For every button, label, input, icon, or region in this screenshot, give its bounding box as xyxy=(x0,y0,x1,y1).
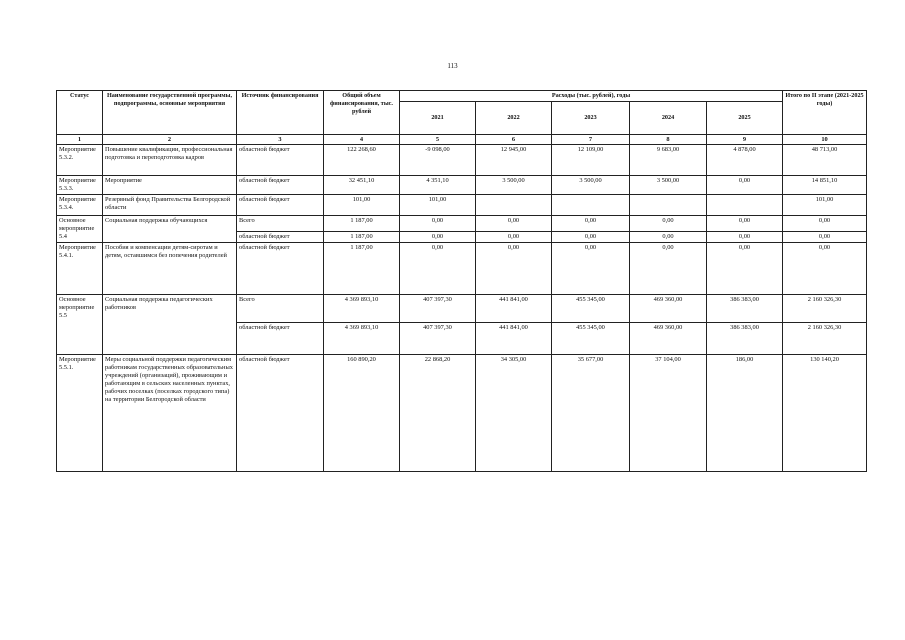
row-source: Всего xyxy=(237,216,324,232)
row-2025 xyxy=(707,195,783,216)
row-status: Мероприятие 5.5.1. xyxy=(57,355,103,472)
table-row xyxy=(57,295,867,323)
row-2023: 12 109,00 xyxy=(552,145,630,176)
header-status: Статус xyxy=(57,91,103,135)
row-2024: 3 500,00 xyxy=(630,176,707,195)
row-2021: -9 098,00 xyxy=(400,145,476,176)
row-2022: 3 500,00 xyxy=(476,176,552,195)
row-2024: 469 360,00 xyxy=(630,295,707,323)
row-2022: 441 841,00 xyxy=(476,323,552,355)
row-2023: 0,00 xyxy=(552,231,630,242)
column-index: 6 xyxy=(476,135,552,145)
table-row xyxy=(57,243,867,295)
row-stage-total: 0,00 xyxy=(783,216,867,232)
row-2025: 4 878,00 xyxy=(707,145,783,176)
row-total: 32 451,10 xyxy=(324,176,400,195)
row-status: Основное мероприятие 5.4 xyxy=(57,216,103,243)
column-index: 9 xyxy=(707,135,783,145)
row-source: областной бюджет xyxy=(237,176,324,195)
row-2023: 0,00 xyxy=(552,216,630,232)
row-2021: 22 868,20 xyxy=(400,355,476,472)
row-total: 4 369 893,10 xyxy=(324,323,400,355)
row-source: областной бюджет xyxy=(237,145,324,176)
row-2022: 0,00 xyxy=(476,216,552,232)
row-name: Повышение квалификации, профессиональная подготовка и переподготовка кадров xyxy=(103,145,237,176)
row-2021: 0,00 xyxy=(400,216,476,232)
column-index: 10 xyxy=(783,135,867,145)
row-status: Мероприятие 5.3.2. xyxy=(57,145,103,176)
row-stage-total: 14 851,10 xyxy=(783,176,867,195)
row-2024: 37 104,00 xyxy=(630,355,707,472)
row-source: областной бюджет xyxy=(237,195,324,216)
row-stage-total: 2 160 326,30 xyxy=(783,323,867,355)
row-stage-total: 0,00 xyxy=(783,231,867,242)
row-2022: 441 841,00 xyxy=(476,295,552,323)
table-row xyxy=(57,195,867,216)
row-2023: 455 345,00 xyxy=(552,323,630,355)
header-expenses: Расходы (тыс. рублей), годы xyxy=(400,91,783,102)
row-stage-total: 2 160 326,30 xyxy=(783,295,867,323)
row-stage-total: 48 713,00 xyxy=(783,145,867,176)
row-2024 xyxy=(630,195,707,216)
row-total: 160 890,20 xyxy=(324,355,400,472)
row-status: Мероприятие 5.3.3. xyxy=(57,176,103,195)
row-2021: 0,00 xyxy=(400,231,476,242)
row-2023: 35 677,00 xyxy=(552,355,630,472)
row-2022 xyxy=(476,195,552,216)
row-total: 1 187,00 xyxy=(324,216,400,232)
table-row xyxy=(57,176,867,195)
row-total: 1 187,00 xyxy=(324,231,400,242)
header-year-2025: 2025 xyxy=(707,102,783,135)
column-index: 2 xyxy=(103,135,237,145)
row-total: 122 268,60 xyxy=(324,145,400,176)
row-total: 1 187,00 xyxy=(324,243,400,295)
row-2024: 0,00 xyxy=(630,216,707,232)
header-row xyxy=(57,91,867,102)
row-2023 xyxy=(552,195,630,216)
row-2024: 469 360,00 xyxy=(630,323,707,355)
row-name: Резервный фонд Правительства Белгородской области xyxy=(103,195,237,216)
table-row xyxy=(57,355,867,472)
row-2023: 455 345,00 xyxy=(552,295,630,323)
row-source: Всего xyxy=(237,295,324,323)
row-stage-total: 0,00 xyxy=(783,243,867,295)
row-name: Социальная поддержка обучающихся xyxy=(103,216,237,243)
row-name: Пособия и компенсации детям-сиротам и детям, оставшимся без попечения родителей xyxy=(103,243,237,295)
row-total: 4 369 893,10 xyxy=(324,295,400,323)
row-2021: 407 397,30 xyxy=(400,323,476,355)
column-index-row xyxy=(57,135,867,145)
row-stage-total: 130 140,20 xyxy=(783,355,867,472)
row-2024: 0,00 xyxy=(630,243,707,295)
row-2023: 0,00 xyxy=(552,243,630,295)
row-status: Основное мероприятие 5.5 xyxy=(57,295,103,355)
column-index: 5 xyxy=(400,135,476,145)
row-2024: 0,00 xyxy=(630,231,707,242)
row-source: областной бюджет xyxy=(237,231,324,242)
row-2022: 34 305,00 xyxy=(476,355,552,472)
row-2022: 12 945,00 xyxy=(476,145,552,176)
row-name: Социальная поддержка педагогических работников xyxy=(103,295,237,355)
row-2022: 0,00 xyxy=(476,243,552,295)
row-2022: 0,00 xyxy=(476,231,552,242)
column-index: 7 xyxy=(552,135,630,145)
row-stage-total: 101,00 xyxy=(783,195,867,216)
row-name: Меры социальной поддержки педагогическим работникам государственных образовательных учреждений (организаций), проживающим и работающим в сельских населенных пунктах, рабочих поселках (поселках городского типа) на территории Белгородской области xyxy=(103,355,237,472)
table-row xyxy=(57,216,867,232)
budget-table xyxy=(56,90,867,472)
column-index: 8 xyxy=(630,135,707,145)
row-source: областной бюджет xyxy=(237,323,324,355)
row-2021: 407 397,30 xyxy=(400,295,476,323)
row-status: Мероприятие 5.4.1. xyxy=(57,243,103,295)
row-2025: 0,00 xyxy=(707,216,783,232)
row-2021: 0,00 xyxy=(400,243,476,295)
header-source: Источник финансирования xyxy=(237,91,324,135)
header-year-2023: 2023 xyxy=(552,102,630,135)
row-2025: 386 383,00 xyxy=(707,295,783,323)
header-total: Общий объем финансирования, тыс. рублей xyxy=(324,91,400,135)
column-index: 3 xyxy=(237,135,324,145)
header-year-2021: 2021 xyxy=(400,102,476,135)
row-2025: 0,00 xyxy=(707,176,783,195)
row-2025: 186,00 xyxy=(707,355,783,472)
row-2021: 101,00 xyxy=(400,195,476,216)
row-2025: 386 383,00 xyxy=(707,323,783,355)
column-index: 4 xyxy=(324,135,400,145)
row-2021: 4 351,10 xyxy=(400,176,476,195)
row-source: областной бюджет xyxy=(237,355,324,472)
header-name: Наименование государственной программы, подпрограммы, основные мероприятия xyxy=(103,91,237,135)
row-source: областной бюджет xyxy=(237,243,324,295)
header-year-2024: 2024 xyxy=(630,102,707,135)
row-2024: 9 683,00 xyxy=(630,145,707,176)
row-2023: 3 500,00 xyxy=(552,176,630,195)
column-index: 1 xyxy=(57,135,103,145)
row-name: Мероприятие xyxy=(103,176,237,195)
row-2025: 0,00 xyxy=(707,231,783,242)
table-row xyxy=(57,145,867,176)
header-stage-total: Итого по II этапе (2021-2025 годы) xyxy=(783,91,867,135)
row-total: 101,00 xyxy=(324,195,400,216)
page-number: 113 xyxy=(447,62,458,70)
row-status: Мероприятие 5.3.4. xyxy=(57,195,103,216)
header-year-2022: 2022 xyxy=(476,102,552,135)
row-2025: 0,00 xyxy=(707,243,783,295)
